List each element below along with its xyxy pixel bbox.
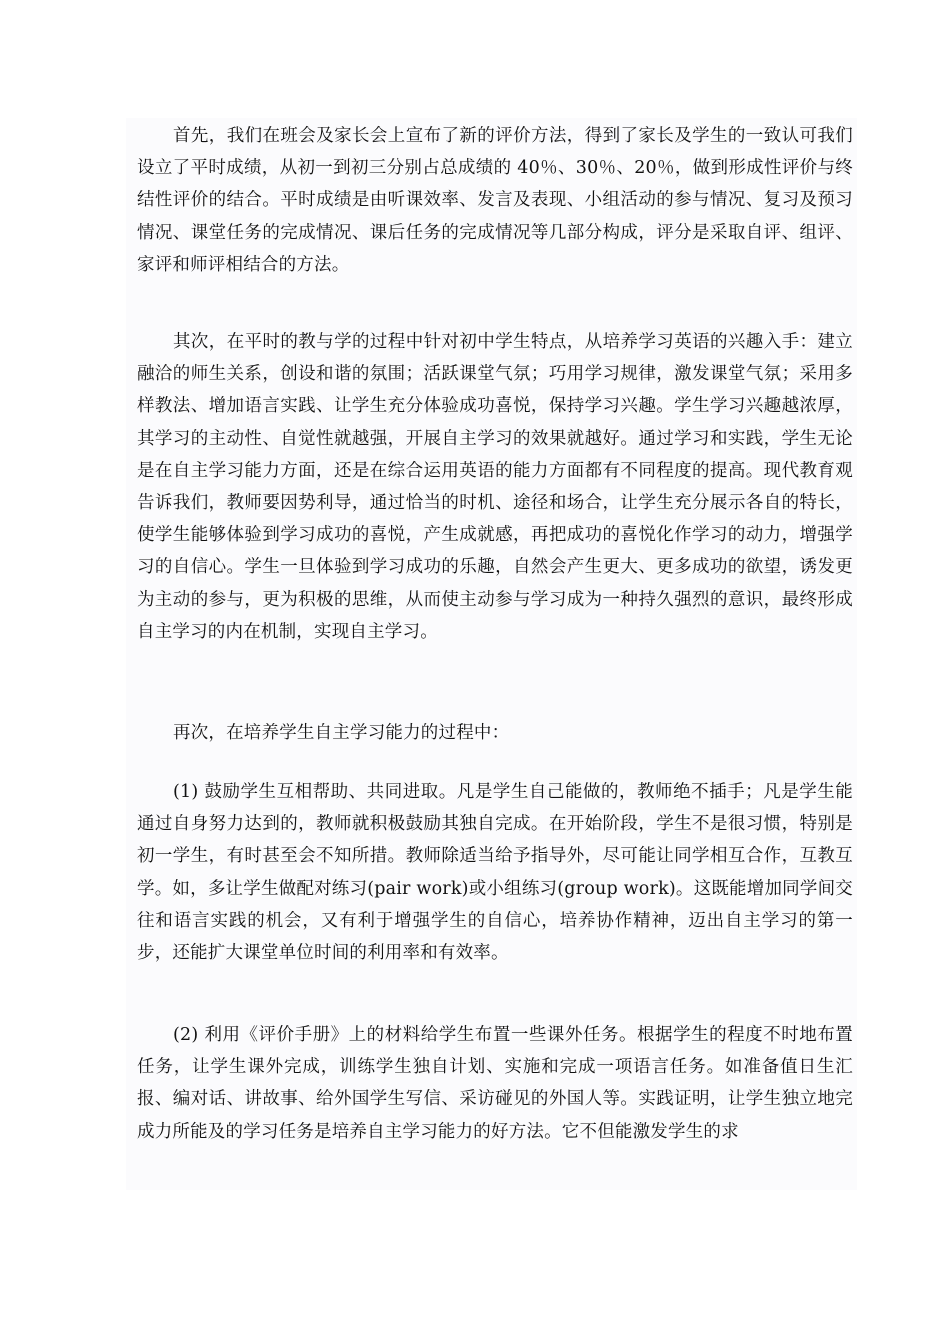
- paragraph-process-intro: 再次，在培养学生自主学习能力的过程中：: [173, 723, 510, 743]
- paragraph-point-2-extracurricular-tasks: (2) 利用《评价手册》上的材料给学生布置一些课外任务。根据学生的程度不时地布置任务，让学生课外完成，训练学生独自计划、实施和完成一项语言任务。如准备值日生汇报、编对话、讲故事、给外国学生写信、采访碰见的外国人等。实践证明，让学生独立地完成力所能及的学习任务是培养自主学习能力的好方法。它不但能激发学生的求: [137, 1025, 853, 1142]
- paragraph-interest-cultivation: 其次，在平时的教与学的过程中针对初中学生特点，从培养学习英语的兴趣入手：建立融洽的师生关系，创设和谐的氛围；活跃课堂气氛；巧用学习规律，激发课堂气氛；采用多样教法、增加语言实践、让学生充分体验成功喜悦，保持学习兴趣。学生学习兴趣越浓厚，其学习的主动性、自觉性就越强，开展自主学习的效果就越好。通过学习和实践，学生无论是在自主学习能力方面，还是在综合运用英语的能力方面都有不同程度的提高。现代教育观告诉我们，教师要因势利导，通过恰当的时机、途径和场合，让学生充分展示各自的特长，使学生能够体验到学习成功的喜悦，产生成就感，再把成功的喜悦化作学习的动力，增强学习的自信心。学生一旦体验到学习成功的乐趣，自然会产生更大、更多成功的欲望，诱发更为主动的参与，更为积极的思维，从而使主动参与学习成为一种持久强烈的意识，最终形成自主学习的内在机制，实现自主学习。: [137, 332, 853, 642]
- paragraph-point-1-mutual-help: (1) 鼓励学生互相帮助、共同进取。凡是学生自己能做的，教师绝不插手；凡是学生能通过自身努力达到的，教师就积极鼓励其独自完成。在开始阶段，学生不是很习惯，特别是初一学生，有时甚至会不知所措。教师除适当给予指导外，尽可能让同学相互合作，互教互学。如，多让学生做配对练习(pair work)或小组练习(group work)。这既能增加同学间交往和语言实践的机会，又有利于增强学生的自信心，培养协作精神，迈出自主学习的第一步，还能扩大课堂单位时间的利用率和有效率。: [137, 782, 853, 964]
- paragraph-evaluation-method: 首先，我们在班会及家长会上宣布了新的评价方法，得到了家长及学生的一致认可我们设立了平时成绩，从初一到初三分别占总成绩的 40％、30％、20％，做到形成性评价与终结性评价的结合。平时成绩是由听课效率、发言及表现、小组活动的参与情况、复习及预习情况、课堂任务的完成情况、课后任务的完成情况等几部分构成，评分是采取自评、组评、家评和师评相结合的方法。: [137, 126, 853, 275]
